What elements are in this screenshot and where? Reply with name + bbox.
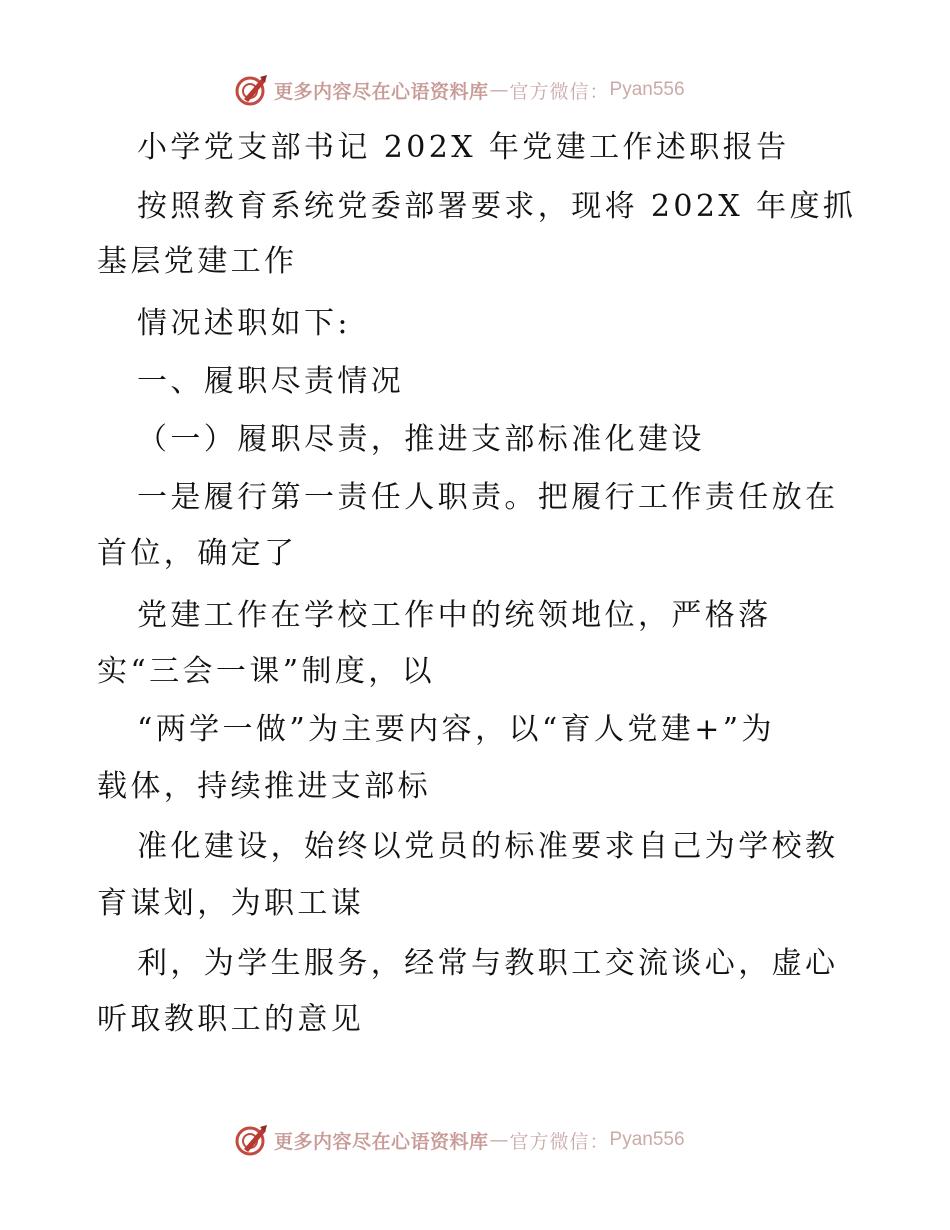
watermark-banner-bottom	[234, 1122, 685, 1158]
document-line: 首位，确定了	[97, 536, 298, 571]
watermark-label: 官方微信：	[509, 1130, 610, 1153]
document-line: 情况述职如下:	[137, 306, 351, 341]
document-line: 党建工作在学校工作中的统领地位，严格落	[137, 598, 772, 633]
document-line: 听取教职工的意见	[97, 1002, 365, 1037]
document-line: 育谋划，为职工谋	[97, 886, 365, 921]
document-line: 实“三会一课”制度，以	[97, 654, 436, 689]
watermark-dash: —	[489, 1129, 509, 1151]
watermark-text: 更多内容尽在心语资料库	[274, 1130, 489, 1153]
watermark-id: Pyan556	[609, 1129, 685, 1150]
watermark-text: 更多内容尽在心语资料库	[274, 80, 489, 103]
seal-logo-icon	[234, 1122, 270, 1158]
watermark-id: Pyan556	[609, 79, 685, 100]
document-line: 利，为学生服务，经常与教职工交流谈心，虚心	[137, 946, 839, 981]
section-heading: 一、履职尽责情况	[137, 364, 405, 399]
document-line: 按照教育系统党委部署要求，现将 202X 年度抓	[137, 189, 857, 224]
document-line: “两学一做”为主要内容，以“育人党建+”为	[137, 712, 775, 747]
document-line: 载体，持续推进支部标	[97, 769, 431, 804]
watermark-label: 官方微信：	[509, 80, 610, 103]
watermark-dash: —	[489, 79, 509, 101]
seal-logo-icon	[234, 72, 270, 108]
subsection-heading: （一）履职尽责，推进支部标准化建设	[137, 422, 705, 457]
document-line: 基层党建工作	[97, 244, 298, 279]
document-title: 小学党支部书记 202X 年党建工作述职报告	[137, 130, 790, 165]
watermark-banner-top	[234, 72, 685, 108]
document-line: 准化建设，始终以党员的标准要求自己为学校教	[137, 829, 839, 864]
document-line: 一是履行第一责任人职责。把履行工作责任放在	[137, 480, 839, 515]
